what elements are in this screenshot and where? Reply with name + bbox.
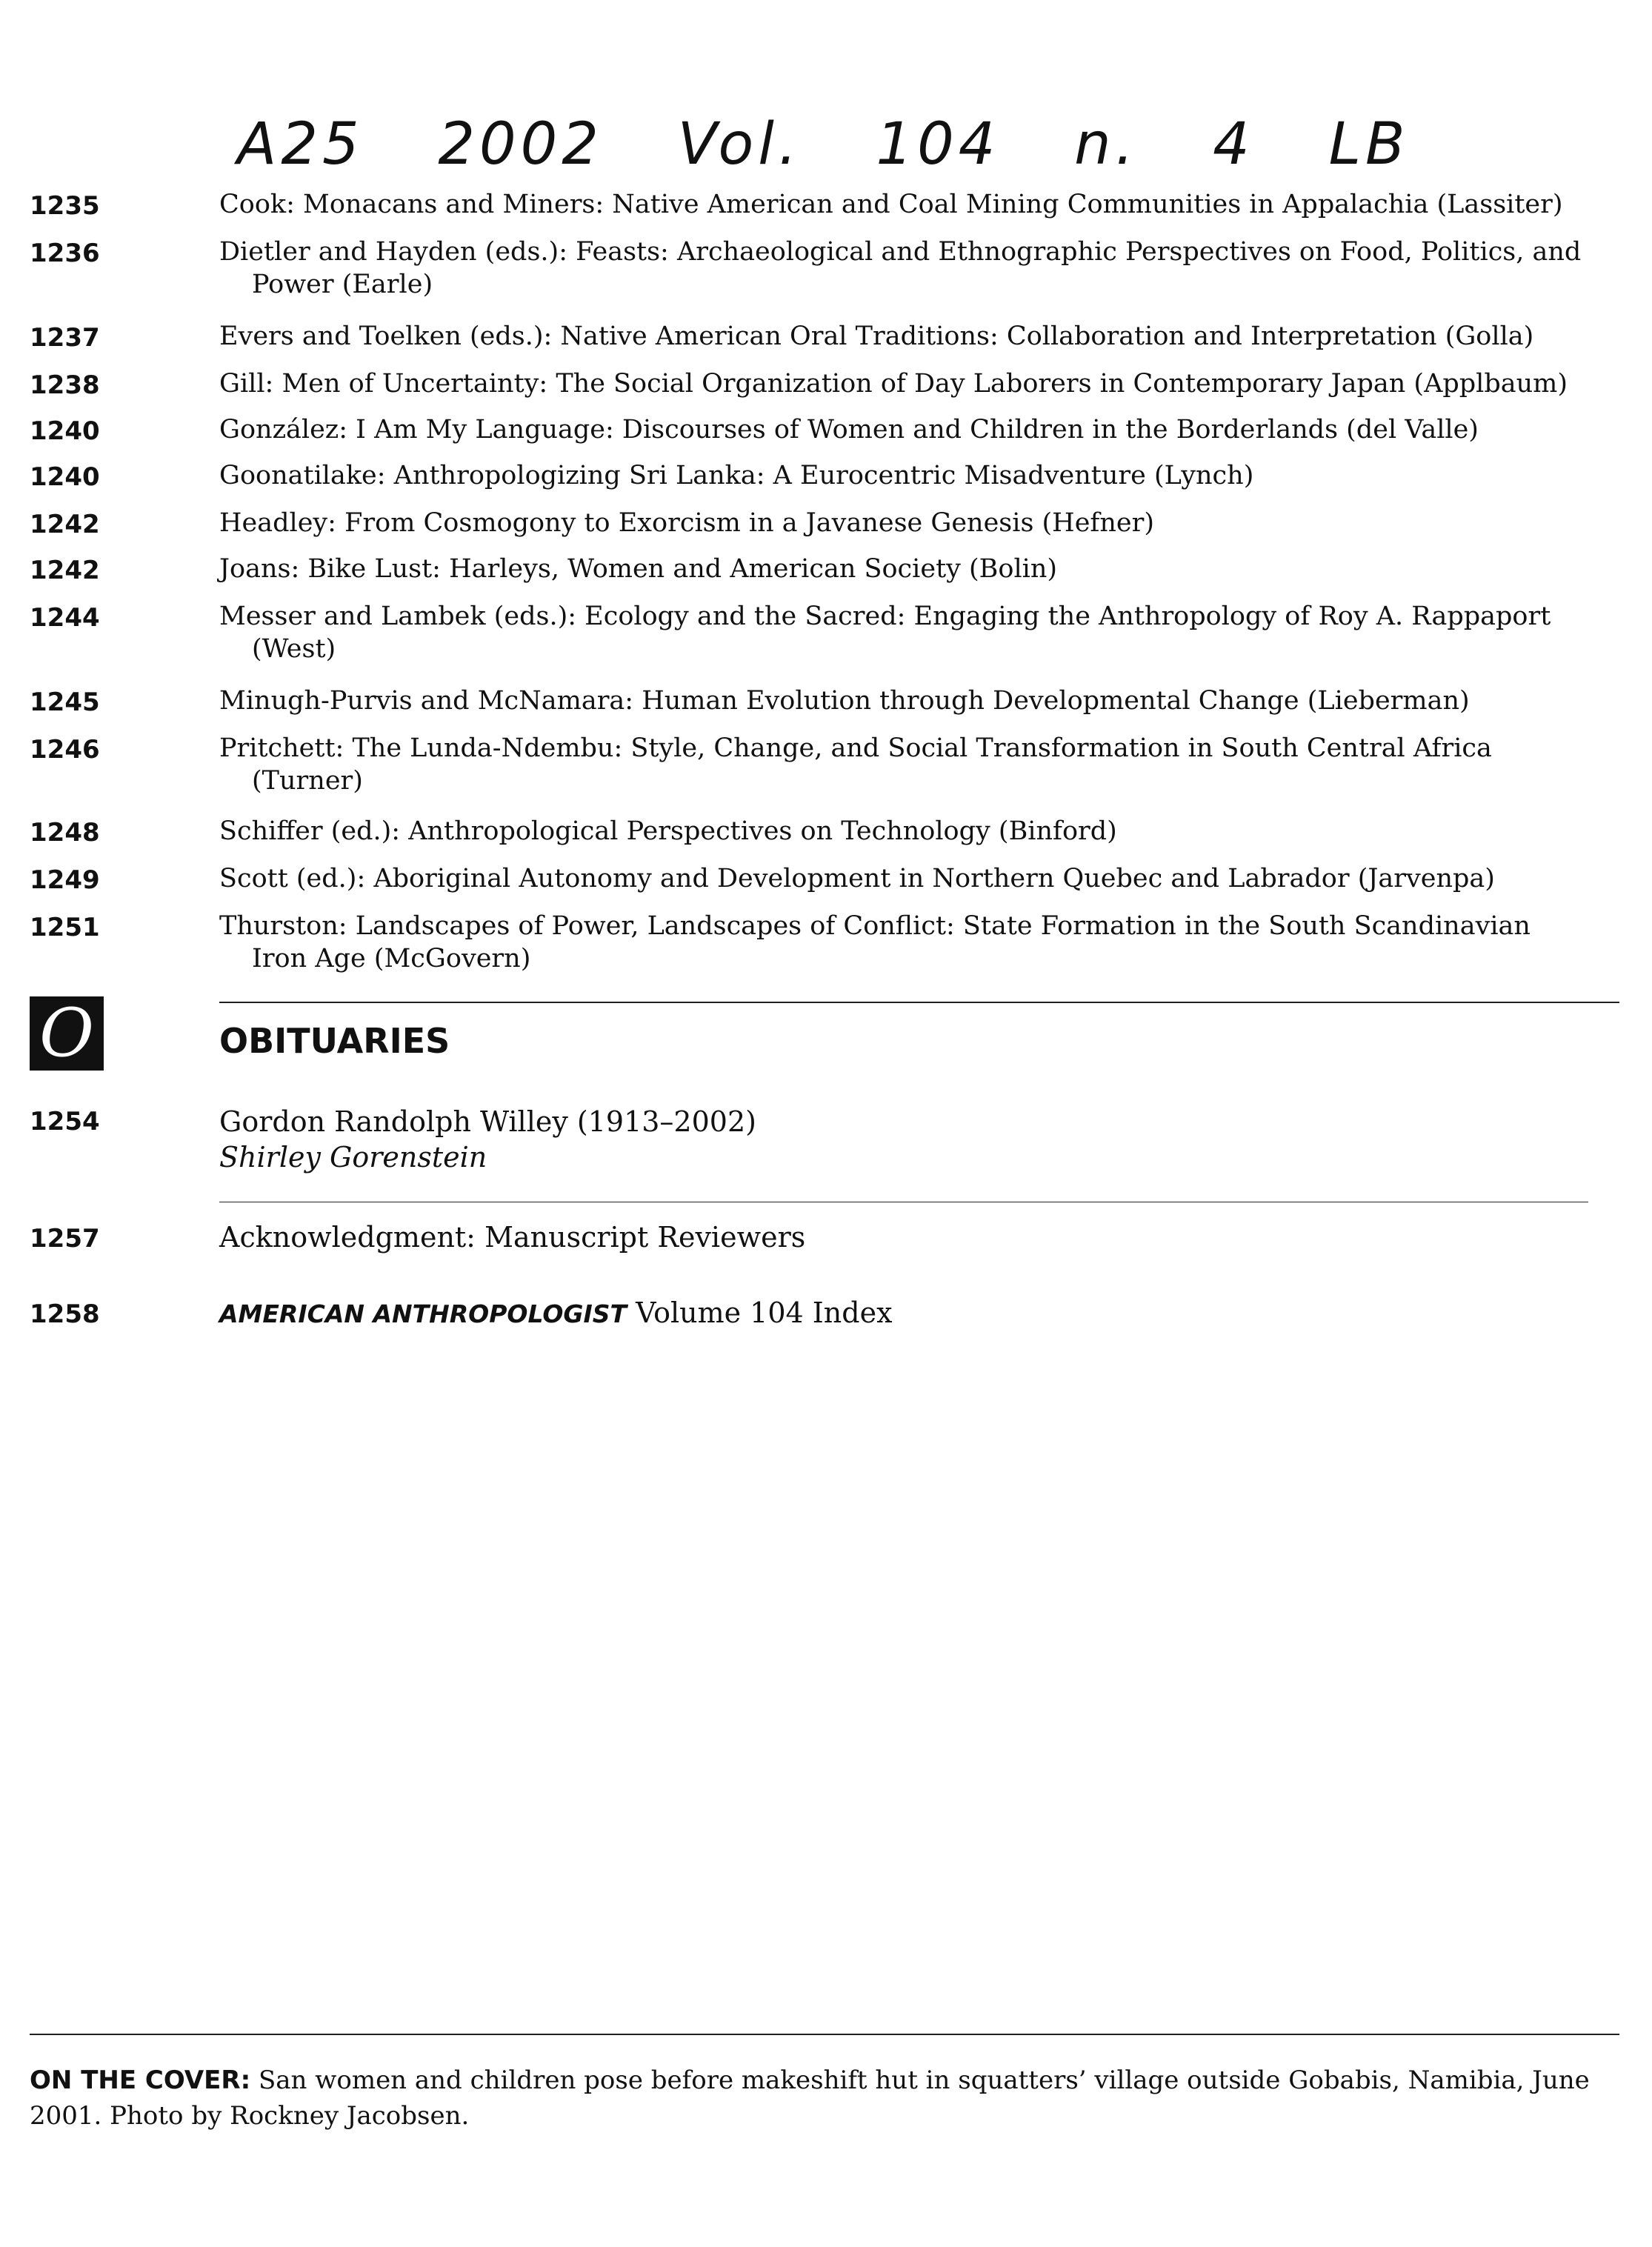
page-number: 1251	[30, 913, 100, 942]
review-text	[219, 600, 1612, 665]
cover-text: San women and children pose before makeshift hut in squatters’ village outside Gobabis, Namibia, June 2001. Photo by Rockney Jacobsen.	[30, 2065, 1590, 2131]
review-title: Schiffer (ed.): Anthropological Perspectives on Technology (Binford)	[219, 816, 1117, 846]
cover-caption	[30, 2063, 1622, 2134]
review-title-continuation: (West)	[252, 634, 336, 664]
review-text	[219, 236, 1612, 301]
review-title: Scott (ed.): Aboriginal Autonomy and Development in Northern Quebec and Labrador (Jarvenpa)	[219, 864, 1495, 893]
review-text	[219, 910, 1612, 975]
review-text	[219, 459, 1612, 492]
review-text	[219, 413, 1612, 446]
cover-label: ON THE COVER:	[30, 2065, 251, 2095]
page-number: 1242	[30, 556, 100, 585]
review-title: Evers and Toelken (eds.): Native American Oral Traditions: Collaboration and Interpretation (Golla)	[219, 322, 1534, 351]
review-title-continuation: Power (Earle)	[252, 270, 433, 299]
obituary-author: Shirley Gorenstein	[219, 1141, 487, 1174]
page-number: 1240	[30, 416, 100, 446]
page-number: 1258	[30, 1299, 100, 1329]
page-number: 1257	[30, 1224, 100, 1254]
page-number: 1244	[30, 603, 100, 633]
journal-title: AMERICAN ANTHROPOLOGIST	[219, 1299, 627, 1328]
review-text	[219, 553, 1612, 585]
review-title: Messer and Lambek (eds.): Ecology and the Sacred: Engaging the Anthropology of Roy A. Rappaport	[219, 602, 1551, 631]
page-number: 1254	[30, 1107, 100, 1136]
page-number: 1248	[30, 818, 100, 848]
page-number: 1238	[30, 370, 100, 400]
page-number: 1242	[30, 510, 100, 539]
review-title: Goonatilake: Anthropologizing Sri Lanka: A Eurocentric Misadventure (Lynch)	[219, 461, 1254, 490]
review-title: Gill: Men of Uncertainty: The Social Organization of Day Laborers in Contemporary Japan (Applbaum)	[219, 369, 1568, 399]
index-label: Volume 104 Index	[636, 1296, 893, 1329]
page-number: 1249	[30, 865, 100, 895]
review-title: González: I Am My Language: Discourses of Women and Children in the Borderlands (del Valle)	[219, 415, 1479, 445]
review-text	[219, 732, 1612, 797]
review-title: Joans: Bike Lust: Harleys, Women and American Society (Bolin)	[219, 554, 1058, 584]
obituaries-logo-icon: O	[30, 996, 104, 1071]
page-number: 1237	[30, 323, 100, 353]
review-text	[219, 815, 1612, 848]
review-title: Thurston: Landscapes of Power, Landscapes of Conflict: State Formation in the South Scandinavian	[219, 911, 1531, 941]
obituaries-heading: OBITUARIES	[219, 1021, 450, 1061]
acknowledgment-text: Acknowledgment: Manuscript Reviewers	[219, 1221, 806, 1254]
review-title: Headley: From Cosmogony to Exorcism in a Javanese Genesis (Hefner)	[219, 508, 1155, 538]
review-text	[219, 320, 1612, 353]
review-title: Cook: Monacans and Miners: Native American and Coal Mining Communities in Appalachia (Lassiter)	[219, 190, 1563, 219]
review-text	[219, 685, 1612, 717]
obituary-text	[219, 1104, 1612, 1175]
page-number: 1245	[30, 688, 100, 717]
review-title: Minugh-Purvis and McNamara: Human Evolution through Developmental Change (Lieberman)	[219, 686, 1470, 716]
page-number: 1236	[30, 239, 100, 268]
page-number: 1246	[30, 735, 100, 765]
review-title-continuation: Iron Age (McGovern)	[252, 944, 531, 973]
review-text	[219, 367, 1612, 400]
review-text	[219, 507, 1612, 539]
index-text	[219, 1296, 1612, 1331]
review-text	[219, 862, 1612, 895]
handwritten-note: A25 2002 Vol. 104 n. 4 LB	[237, 111, 1410, 178]
review-title-continuation: (Turner)	[252, 766, 363, 796]
obituary-title: Gordon Randolph Willey (1913–2002)	[219, 1105, 756, 1138]
review-title: Pritchett: The Lunda-Ndembu: Style, Change, and Social Transformation in South Central Africa	[219, 733, 1492, 763]
page-number: 1240	[30, 462, 100, 492]
review-title: Dietler and Hayden (eds.): Feasts: Archaeological and Ethnographic Perspectives on Food, Politics, and	[219, 237, 1582, 267]
cover-divider	[30, 2034, 1619, 2035]
section-divider	[219, 1002, 1619, 1003]
review-text	[219, 188, 1612, 221]
page-number: 1235	[30, 191, 100, 221]
